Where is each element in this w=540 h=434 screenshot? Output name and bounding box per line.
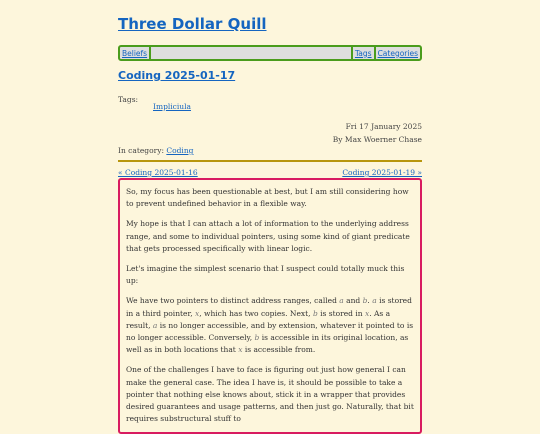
post-date: Fri 17 January 2025	[345, 122, 422, 131]
nav-separator	[149, 47, 151, 59]
paragraph: Let's imagine the simplest scenario that I suspect could totally muck this up:	[126, 264, 405, 286]
category-label: In category:	[118, 146, 164, 155]
post-title-link[interactable]: Coding 2025-01-17	[118, 69, 236, 82]
post-body	[118, 178, 422, 434]
next-post-link[interactable]: Coding 2025-01-19 »	[342, 168, 422, 177]
site-title-link[interactable]: Three Dollar Quill	[118, 15, 267, 33]
nav-beliefs-link[interactable]: Beliefs	[122, 48, 148, 58]
paragraph: My hope is that I can attach a lot of information to the underlying address range, and some to individual pointers, using some kind of giant predicate that gets processed specifically with linear logic.	[126, 219, 410, 253]
post-author: By Max Woerner Chase	[332, 135, 422, 144]
category-link[interactable]: Coding	[166, 146, 194, 155]
nav-tags-link[interactable]: Tags	[354, 48, 372, 58]
divider	[118, 160, 422, 162]
tag-link-impliciula[interactable]: Impliciula	[153, 102, 191, 111]
nav-categories-link[interactable]: Categories	[377, 48, 418, 58]
category-line	[118, 146, 193, 155]
paragraph: So, my focus has been questionable at best, but I am still considering how to prevent undefined behavior in a flexible way.	[126, 187, 409, 209]
paragraph: We have two pointers to distinct address ranges, called a and b. a is stored in a third pointer, x, which has two copies. Next, b is stored in x. As a result, a is no longer accessible, and by extension, whatever it pointed to is no longer accessible. Conversely, b is accessible in its original location, as well as in both locations that x is accessible from.	[126, 296, 414, 355]
tags-label: Tags:	[118, 95, 139, 104]
paragraph: One of the challenges I have to face is figuring out just how general I can make the general case. The idea I have is, it should be possible to take a pointer that nothing else knows about, stick it in a wrapper that provides desired guarantees and usage patterns, and then just go. Naturally, that bit requires substructural stuff to	[126, 365, 414, 424]
nav-bar	[118, 45, 422, 61]
prev-post-link[interactable]: « Coding 2025-01-16	[118, 168, 198, 177]
